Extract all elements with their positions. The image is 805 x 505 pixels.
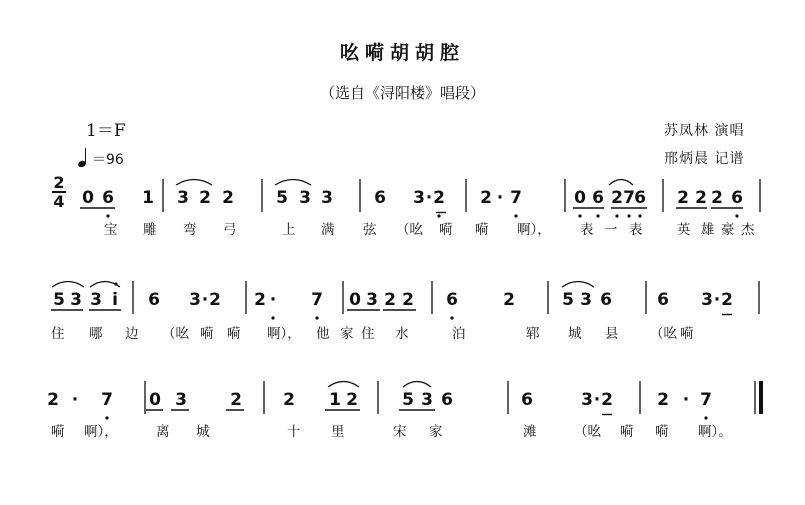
note: 6 xyxy=(441,390,453,410)
note: 7 xyxy=(311,290,323,310)
low-octave-dot xyxy=(735,214,738,217)
notation-row-3 xyxy=(0,378,805,418)
tempo-marking xyxy=(78,147,124,169)
lyric-syllable: 郓 xyxy=(526,326,540,342)
lyric-syllable: 嗬 xyxy=(51,424,65,440)
dot-extension: · xyxy=(593,390,601,410)
note: 2 xyxy=(199,188,211,208)
note: 2 xyxy=(283,390,295,410)
lyric-syllable: 啊）。 xyxy=(698,424,732,440)
dot-extension: · xyxy=(71,390,79,410)
lyric-syllable: 城 xyxy=(196,424,210,440)
note: 6 xyxy=(374,188,386,208)
lyric-syllable: 家 xyxy=(340,326,354,342)
note: 6 xyxy=(521,390,533,410)
lyric-syllable: 啊）， xyxy=(84,424,118,440)
lyric-syllable: 表 xyxy=(629,222,643,238)
slur xyxy=(609,180,633,186)
note: 2 xyxy=(601,390,613,410)
note: 6 xyxy=(446,290,458,310)
note: 5 xyxy=(562,290,574,310)
note: 2 xyxy=(657,390,669,410)
lyric-syllable: （吆 xyxy=(396,222,423,238)
note: 1 xyxy=(329,390,341,410)
lyric-syllable: 边 xyxy=(125,326,139,342)
lyric-syllable: 雕 xyxy=(143,222,157,238)
quarter-note-icon xyxy=(78,147,92,167)
lyric-syllable: 宝 xyxy=(104,222,118,238)
song-title: 吆嗬胡胡腔 xyxy=(339,42,465,64)
note: 6 xyxy=(634,188,646,208)
time-signature-bottom: 4 xyxy=(53,191,65,211)
lyric-syllable: 啊）， xyxy=(267,326,301,342)
lyric-syllable: （吆 xyxy=(162,326,189,342)
slur xyxy=(52,282,84,288)
note: 5 xyxy=(53,290,65,310)
lyric-syllable: 他 xyxy=(316,326,330,342)
lyric-syllable: 表 xyxy=(580,222,594,238)
lyric-syllable: 离 xyxy=(156,424,170,440)
slur xyxy=(403,382,431,388)
note: 2 xyxy=(695,188,707,208)
note: 7 xyxy=(101,390,113,410)
dot-extension: · xyxy=(496,188,504,208)
time-signature-top: 2 xyxy=(53,173,65,192)
note: 2 xyxy=(402,290,414,310)
dot-extension: · xyxy=(425,188,433,208)
lyric-syllable: 满 xyxy=(321,222,335,238)
note: 3 xyxy=(175,390,187,410)
note: 3 xyxy=(581,390,593,410)
note: 2 xyxy=(222,188,234,208)
lyric-syllable: 县 xyxy=(605,326,619,342)
slur xyxy=(328,382,359,388)
notation-row-2 xyxy=(0,278,805,318)
lyric-syllable: 里 xyxy=(331,424,345,440)
lyric-syllable: 嗬 xyxy=(200,326,214,342)
note: 3 xyxy=(321,188,333,208)
lyric-syllable: 住 xyxy=(361,326,375,342)
note: 0 xyxy=(349,290,361,310)
note: 7 xyxy=(700,390,712,410)
lyric-syllable: 雄 xyxy=(701,222,715,238)
note: 3 xyxy=(413,188,425,208)
note: 6 xyxy=(148,290,160,310)
note: 2 xyxy=(47,390,59,410)
dot-extension: · xyxy=(713,290,721,310)
note: 2 xyxy=(611,188,623,208)
lyric-syllable: 嗬 xyxy=(475,222,489,238)
lyric-syllable: 泊 xyxy=(452,326,466,342)
slur xyxy=(275,180,311,186)
lyric-syllable: 豪 xyxy=(721,222,735,238)
note: 3 xyxy=(70,290,82,310)
note: 6 xyxy=(731,188,743,208)
note: 3 xyxy=(366,290,378,310)
note: 2 xyxy=(711,188,723,208)
note: 0 xyxy=(574,188,586,208)
note: 2 xyxy=(677,188,689,208)
slur xyxy=(176,180,212,186)
transcriber-credit: 邢炳晨 记谱 xyxy=(664,151,745,167)
lyric-syllable: 嗬 xyxy=(227,326,241,342)
slur xyxy=(562,282,594,288)
note: 6 xyxy=(592,188,604,208)
low-octave-dot xyxy=(596,214,599,217)
lyric-syllable: 啊）， xyxy=(517,222,551,238)
note: 2 xyxy=(480,188,492,208)
note: 6 xyxy=(102,188,114,208)
lyric-syllable: 上 xyxy=(282,222,296,238)
song-subtitle: （选自《浔阳楼》唱段） xyxy=(319,84,485,102)
lyric-syllable: 杰 xyxy=(741,222,755,238)
notation-row-1 xyxy=(0,176,805,216)
note: 6 xyxy=(657,290,669,310)
lyric-syllable: 宋 xyxy=(393,424,407,440)
lyric-syllable: 住 xyxy=(51,326,65,342)
dot-extension: · xyxy=(201,290,209,310)
note: 0 xyxy=(82,188,94,208)
note: 3 xyxy=(299,188,311,208)
dot-extension: · xyxy=(682,390,690,410)
lyric-syllable: 家 xyxy=(429,424,443,440)
note: 7 xyxy=(623,188,635,208)
note: 3 xyxy=(701,290,713,310)
lyric-syllable: 嗬 xyxy=(439,222,453,238)
note: 2 xyxy=(433,188,445,208)
lyric-syllable: 哪 xyxy=(89,326,103,342)
low-octave-dot xyxy=(271,316,274,319)
final-barline xyxy=(759,381,763,414)
low-octave-dot xyxy=(450,316,453,319)
lyric-syllable: 嗬 xyxy=(620,424,634,440)
note: 7 xyxy=(510,188,522,208)
low-octave-dot xyxy=(315,316,318,319)
lyric-syllable: 十 xyxy=(287,424,301,440)
lyric-syllable: 弦 xyxy=(363,222,377,238)
performer-credit: 苏凤林 演唱 xyxy=(664,123,745,139)
note: 2 xyxy=(254,290,266,310)
note: 3 xyxy=(189,290,201,310)
slur xyxy=(90,282,120,288)
note: 2 xyxy=(209,290,221,310)
lyric-syllable: 城 xyxy=(568,326,582,342)
lyric-syllable: 弓 xyxy=(223,222,237,238)
note: 2 xyxy=(230,390,242,410)
note: 0 xyxy=(149,390,161,410)
tempo-value: ＝96 xyxy=(92,152,124,168)
note: 2 xyxy=(346,390,358,410)
lyric-syllable: （吆 xyxy=(650,326,677,342)
note: 2 xyxy=(384,290,396,310)
note: 3 xyxy=(580,290,592,310)
lyric-syllable: 滩 xyxy=(523,424,537,440)
note: 2 xyxy=(721,290,733,310)
note: 5 xyxy=(276,188,288,208)
lyric-syllable: 嗬 xyxy=(655,424,669,440)
lyric-syllable: （吆 xyxy=(574,424,601,440)
note: 5 xyxy=(402,390,414,410)
note: 3 xyxy=(90,290,102,310)
lyric-syllable: 英 xyxy=(677,222,691,238)
lyric-syllable: 弯 xyxy=(183,222,197,238)
note: 6 xyxy=(600,290,612,310)
note: 2 xyxy=(503,290,515,310)
dot-extension: · xyxy=(269,290,277,310)
key-signature: 1＝F xyxy=(86,121,126,141)
lyric-syllable: 嗬 xyxy=(680,326,694,342)
note: 3 xyxy=(421,390,433,410)
lyric-syllable: 一 xyxy=(604,222,618,238)
lyric-syllable: 水 xyxy=(395,326,409,342)
note: i xyxy=(112,290,118,310)
note: 1 xyxy=(142,188,154,208)
note: 3 xyxy=(177,188,189,208)
